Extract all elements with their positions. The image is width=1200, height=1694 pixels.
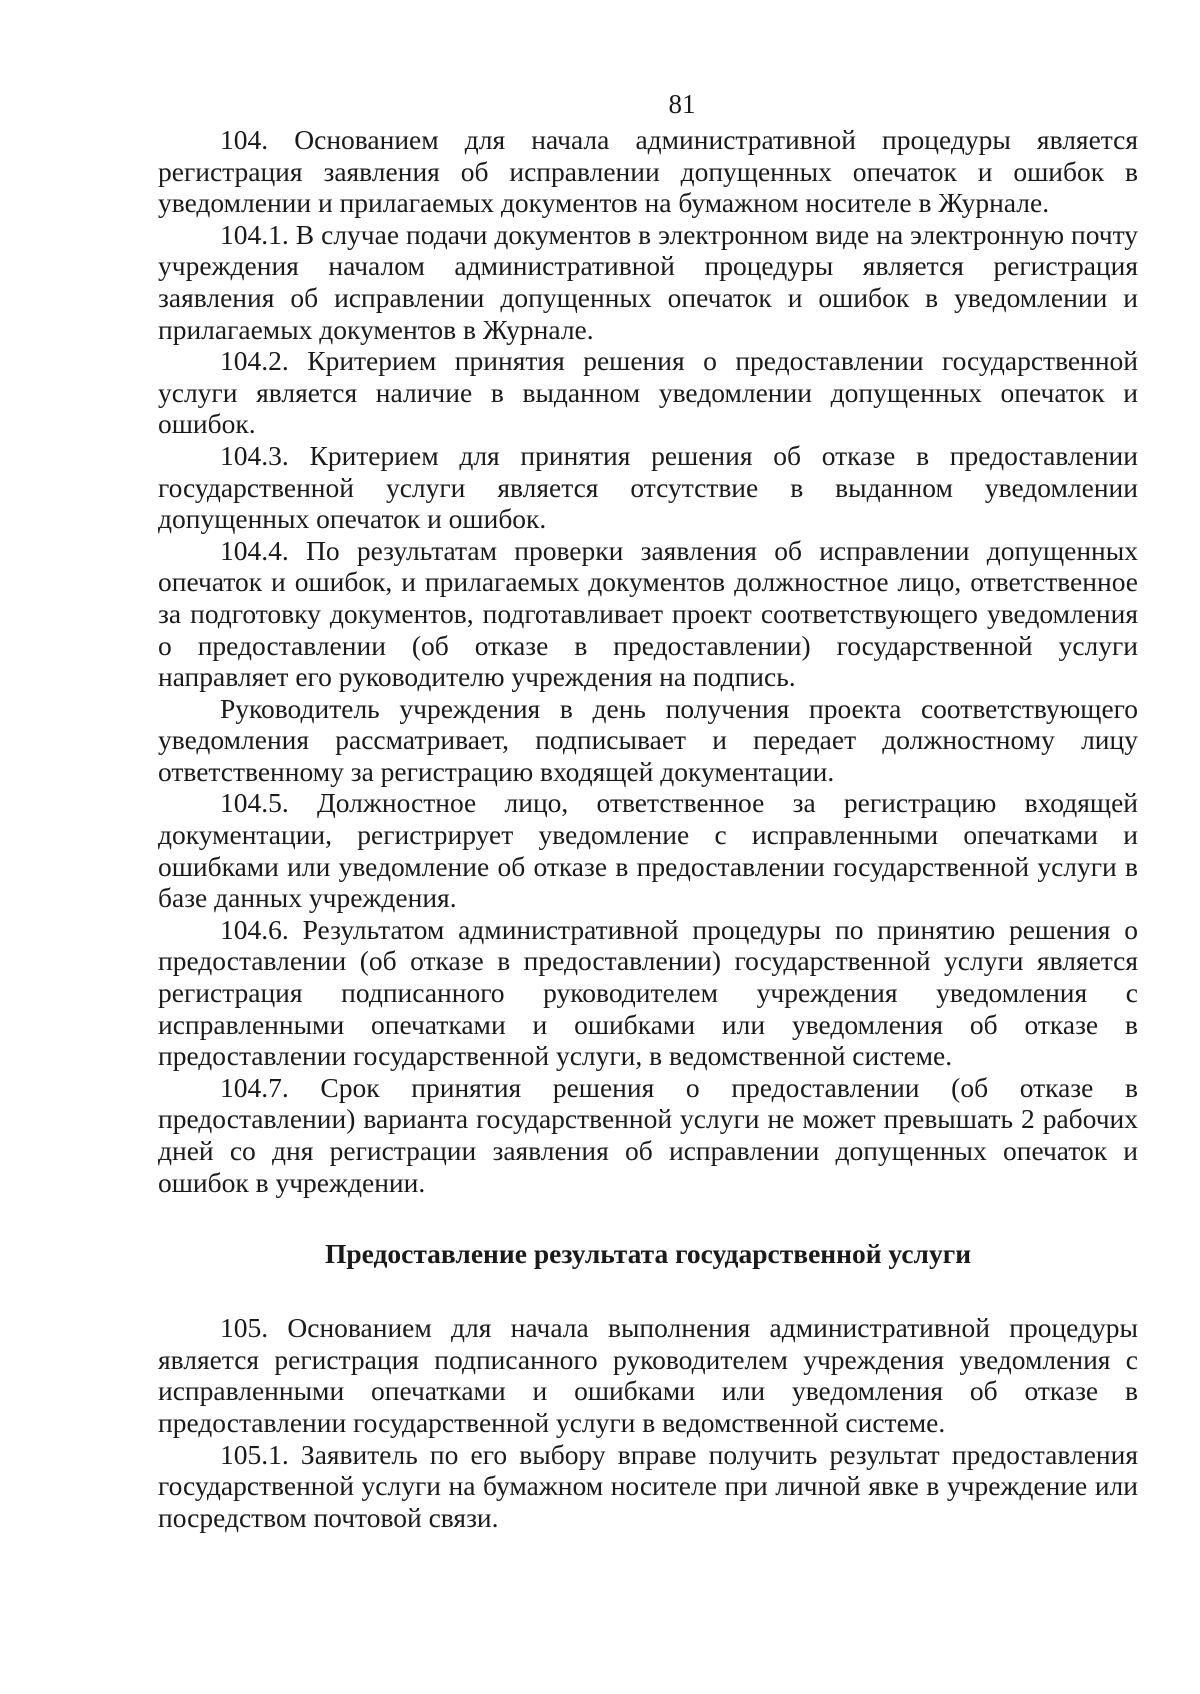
paragraph-104-6: 104.6. Результатом административной процедуры по принятию решения о предоставлении (об отказе в предоставлении) государственной услуги является регистрация подписанного руководителем учреждения уведомления с исправленными опечатками и ошибками или уведомления об отказе в предоставлении государственной услуги, в ведомственной системе. <box>158 913 1138 1072</box>
paragraph-104-1: 104.1. В случае подачи документов в электронном виде на электронную почту учреждения началом административной процедуры является регистрация заявления об исправлении допущенных опечаток и ошибок в уведомлении и прилагаемых документов в Журнале. <box>158 218 1138 345</box>
paragraph-104-4: 104.4. По результатам проверки заявления об исправлении допущенных опечаток и ошибок, и прилагаемых документов должностное лицо, ответственное за подготовку документов, подготавливает проект соответствующего уведомления о предоставлении (об отказе в предоставлении) государственной услуги направляет его руководителю учреждения на подпись. <box>158 534 1138 693</box>
paragraph-104: 104. Основанием для начала административной процедуры является регистрация заявления об исправлении допущенных опечаток и ошибок в уведомлении и прилагаемых документов на бумажном носителе в Журнале. <box>158 124 1138 219</box>
paragraph-104-2: 104.2. Критерием принятия решения о предоставлении государственной услуги является наличие в выданном уведомлении допущенных опечаток и ошибок. <box>158 345 1138 440</box>
paragraph-104-5: 104.5. Должностное лицо, ответственное за регистрацию входящей документации, регистрирует уведомление с исправленными опечатками и ошибками или уведомление об отказе в предоставлении государственной услуги в базе данных учреждения. <box>158 787 1138 914</box>
paragraph-104-7: 104.7. Срок принятия решения о предоставлении (об отказе в предоставлении) варианта государственной услуги не может превышать 2 рабочих дней со дня регистрации заявления об исправлении допущенных опечаток и ошибок в учреждении. <box>158 1071 1138 1198</box>
section-heading: Предоставление результата государственной услуги <box>324 1238 972 1270</box>
paragraph-105: 105. Основанием для начала выполнения административной процедуры является регистрация подписанного руководителем учреждения уведомления с исправленными опечатками и ошибками или уведомления об отказе в предоставлении государственной услуги в ведомственной системе. <box>158 1312 1138 1438</box>
paragraph-104-3: 104.3. Критерием для принятия решения об отказе в предоставлении государственной услуги является отсутствие в выданном уведомлении допущенных опечаток и ошибок. <box>158 439 1138 535</box>
page-number: 81 <box>668 89 696 119</box>
paragraph-105-1: 105.1. Заявитель по его выбору вправе получить результат предоставления государственной услуги на бумажном носителе при личной явке в учреждение или посредством почтовой связи. <box>158 1438 1138 1533</box>
paragraph-head-of-institution: Руководитель учреждения в день получения проекта соответствующего уведомления рассматривает, подписывает и передает должностному лицу ответственному за регистрацию входящей документации. <box>158 692 1138 787</box>
